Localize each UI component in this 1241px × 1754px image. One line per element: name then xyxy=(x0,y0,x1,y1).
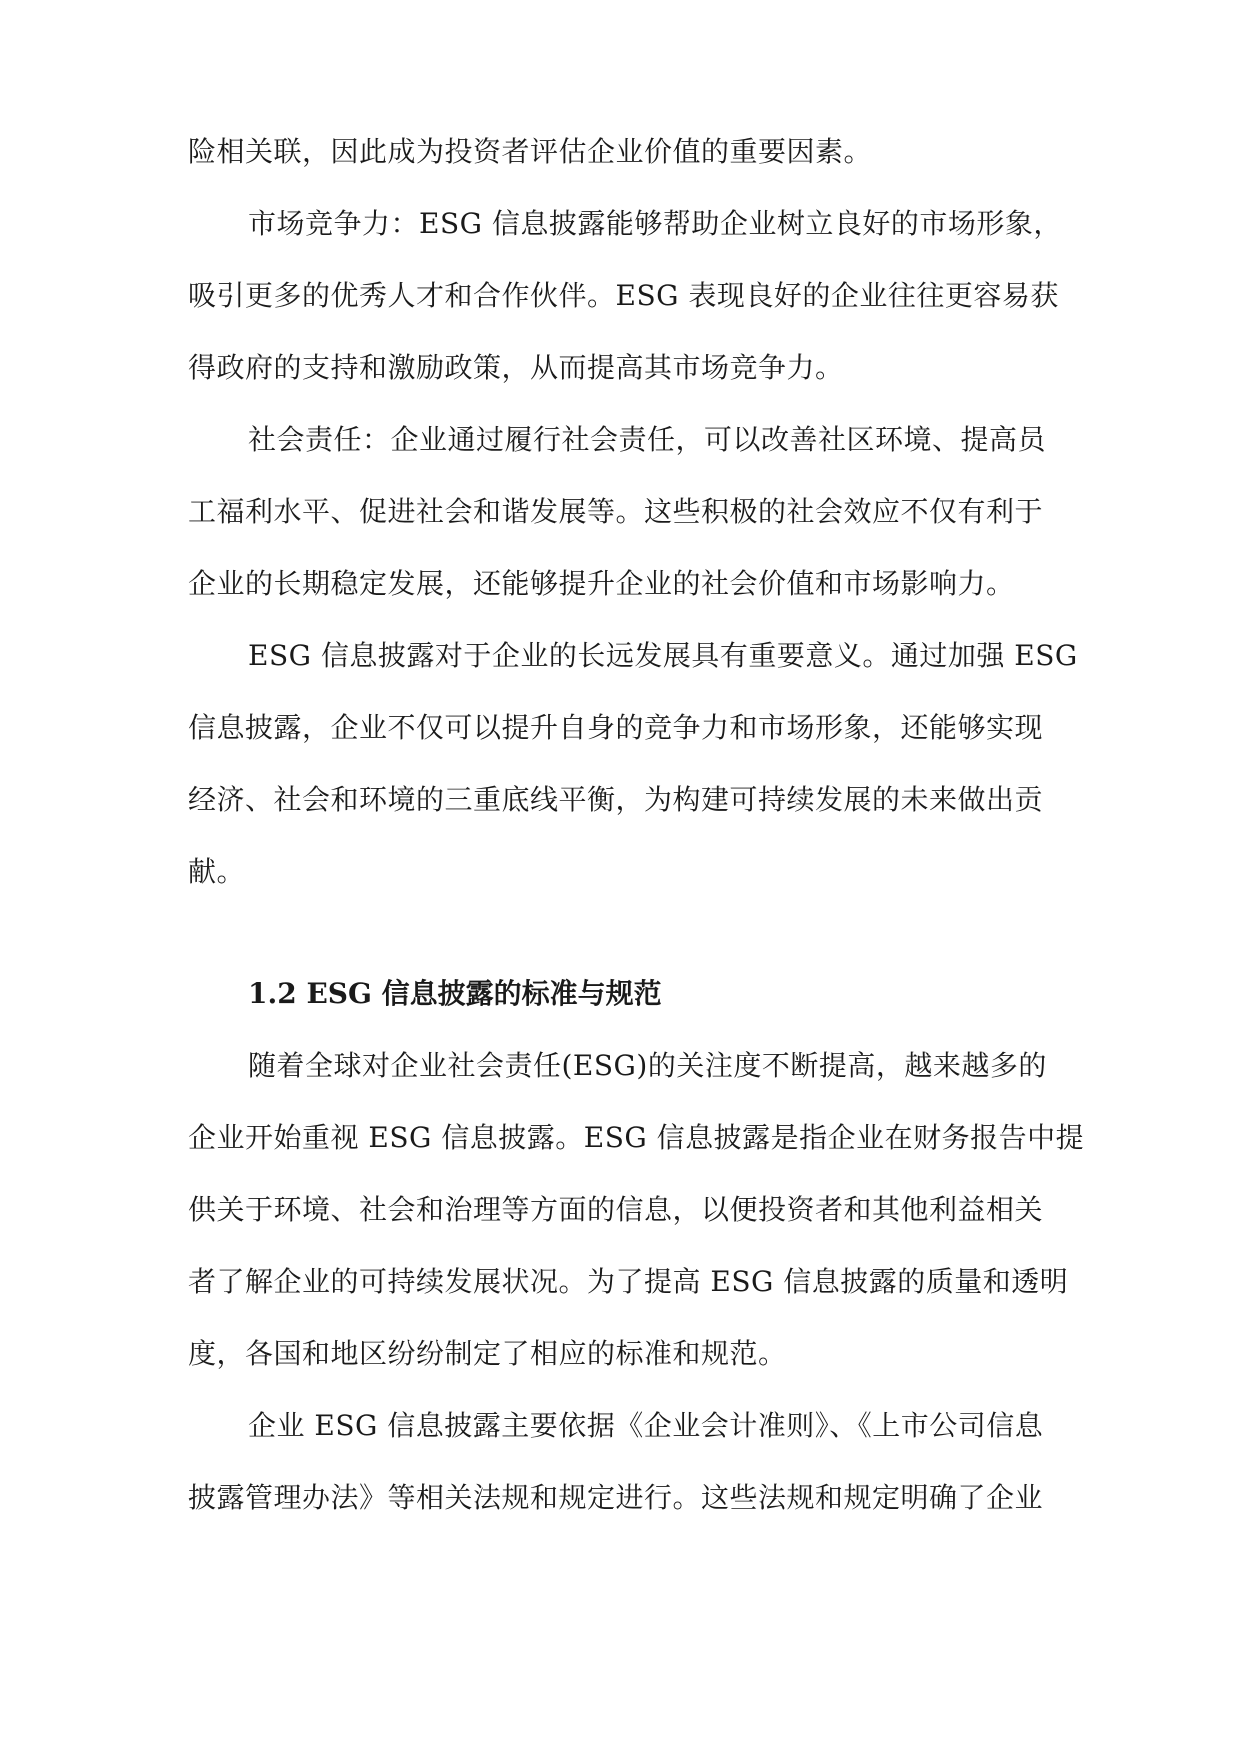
text-line: 工福利水平、促进社会和谐发展等。这些积极的社会效应不仅有利于 xyxy=(188,495,1044,528)
text-line: 企业的长期稳定发展，还能够提升企业的社会价值和市场影响力。 xyxy=(188,567,1015,600)
text-line: 度，各国和地区纷纷制定了相应的标准和规范。 xyxy=(188,1337,787,1370)
text-line: 企业 ESG 信息披露主要依据《企业会计准则》、《上市公司信息 xyxy=(248,1409,1044,1442)
text-line: 经济、社会和环境的三重底线平衡，为构建可持续发展的未来做出贡 xyxy=(188,783,1044,816)
text-line: 得政府的支持和激励政策，从而提高其市场竞争力。 xyxy=(188,351,844,384)
text-line: 披露管理办法》等相关法规和规定进行。这些法规和规定明确了企业 xyxy=(188,1481,1044,1514)
text-line: ESG 信息披露对于企业的长远发展具有重要意义。通过加强 ESG xyxy=(248,639,1078,672)
section-heading: 1.2 ESG 信息披露的标准与规范 xyxy=(248,977,662,1010)
text-line: 随着全球对企业社会责任(ESG)的关注度不断提高，越来越多的 xyxy=(248,1049,1047,1082)
text-line: 险相关联，因此成为投资者评估企业价值的重要因素。 xyxy=(188,135,873,168)
text-line: 献。 xyxy=(188,855,246,888)
text-line: 社会责任：企业通过履行社会责任，可以改善社区环境、提高员 xyxy=(248,423,1047,456)
text-line: 者了解企业的可持续发展状况。为了提高 ESG 信息披露的质量和透明 xyxy=(188,1265,1069,1298)
text-line: 信息披露，企业不仅可以提升自身的竞争力和市场形象，还能够实现 xyxy=(188,711,1044,744)
text-line: 企业开始重视 ESG 信息披露。ESG 信息披露是指企业在财务报告中提 xyxy=(188,1121,1085,1154)
text-line: 供关于环境、社会和治理等方面的信息，以便投资者和其他利益相关 xyxy=(188,1193,1044,1226)
text-line: 吸引更多的优秀人才和合作伙伴。ESG 表现良好的企业往往更容易获 xyxy=(188,279,1059,312)
document-page xyxy=(188,118,1085,1518)
text-line: 市场竞争力：ESG 信息披露能够帮助企业树立良好的市场形象， xyxy=(248,207,1062,240)
